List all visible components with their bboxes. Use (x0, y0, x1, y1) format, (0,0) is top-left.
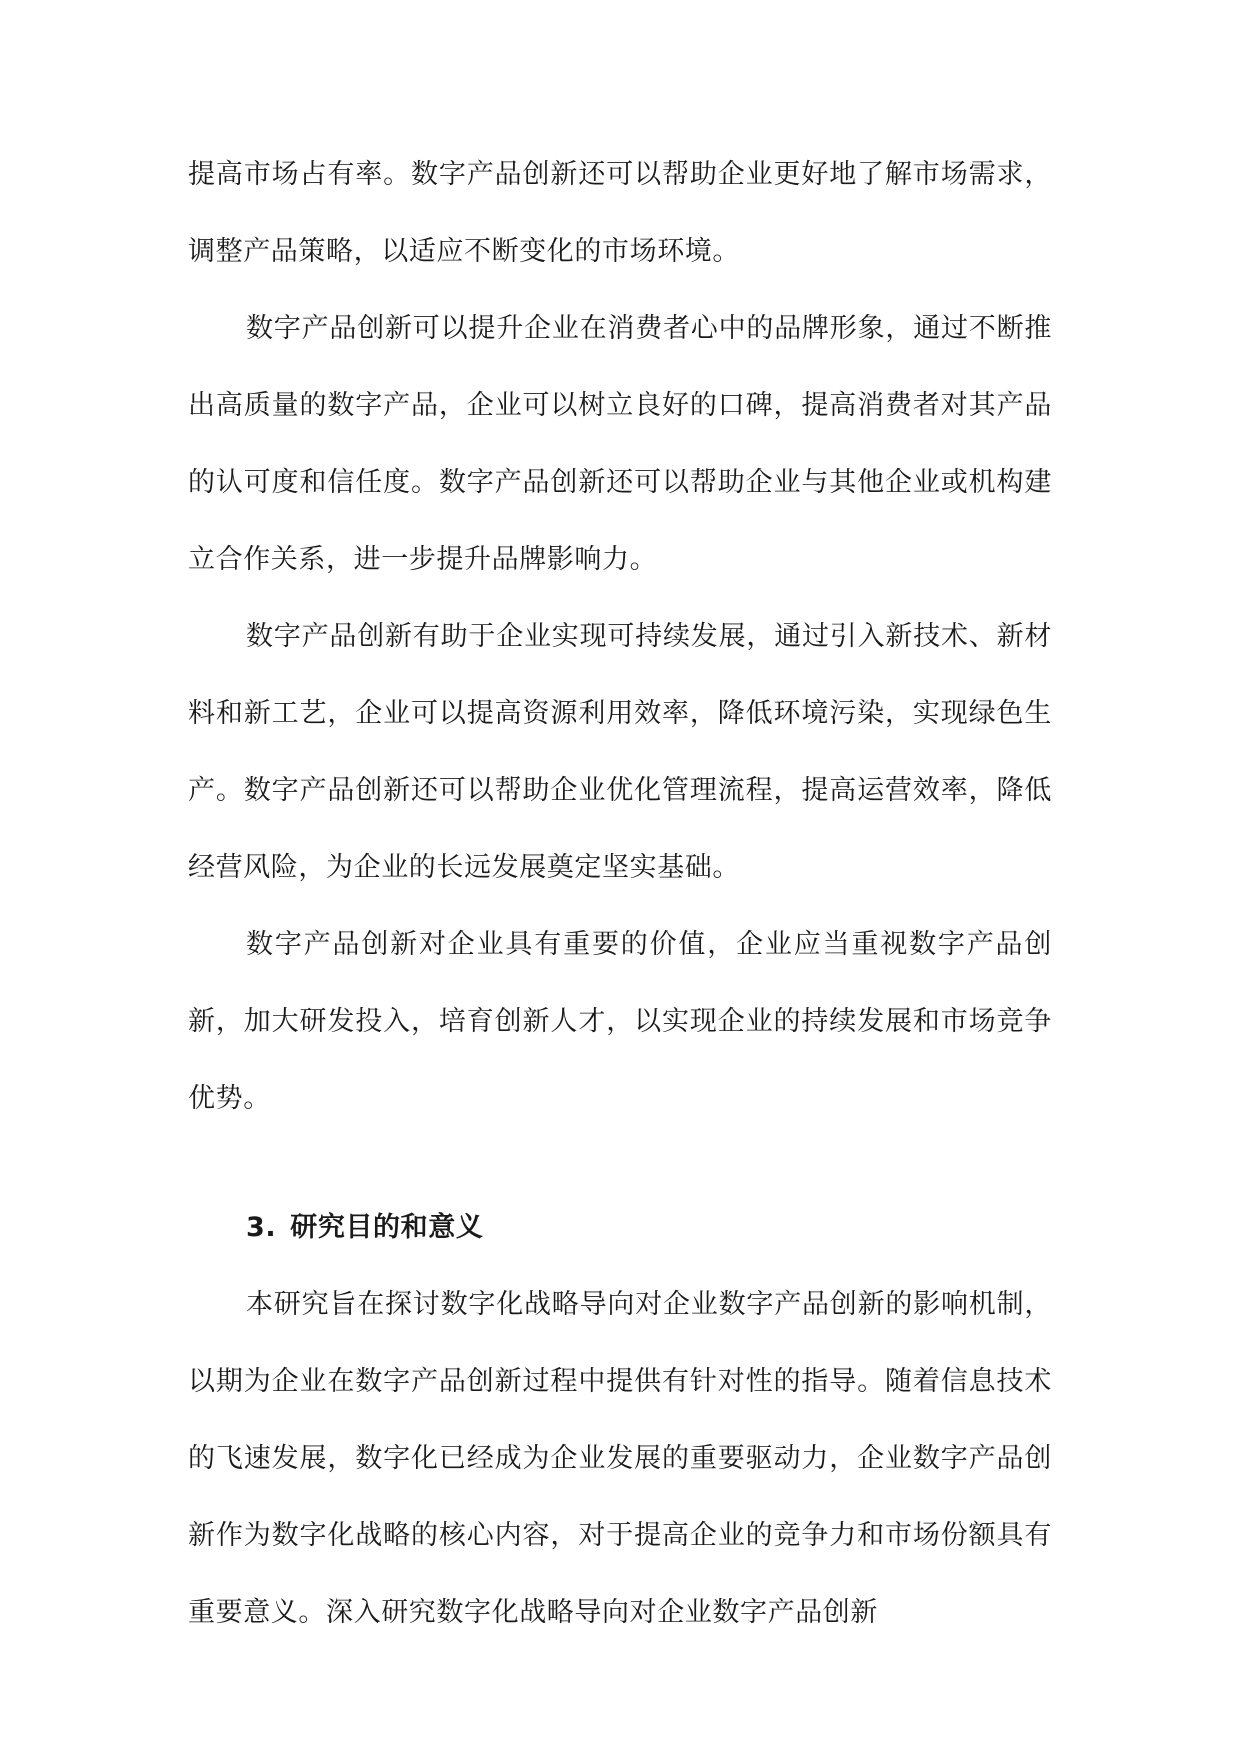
document-page (188, 136, 1052, 1651)
paragraph-innovation-value: 数字产品创新对企业具有重要的价值，企业应当重视数字产品创新，加大研发投入，培育创新人才，以实现企业的持续发展和市场竞争优势。 (188, 929, 1052, 1114)
paragraph-brand-image: 数字产品创新可以提升企业在消费者心中的品牌形象，通过不断推出高质量的数字产品，企业可以树立良好的口碑，提高消费者对其产品的认可度和信任度。数字产品创新还可以帮助企业与其他企业或机构建立合作关系，进一步提升品牌影响力。 (188, 313, 1052, 575)
paragraph-research-purpose: 本研究旨在探讨数字化战略导向对企业数字产品创新的影响机制，以期为企业在数字产品创新过程中提供有针对性的指导。随着信息技术的飞速发展，数字化已经成为企业发展的重要驱动力，企业数字产品创新作为数字化战略的核心内容，对于提高企业的竞争力和市场份额具有重要意义。深入研究数字化战略导向对企业数字产品创新 (188, 1289, 1052, 1628)
paragraph-market-share: 提高市场占有率。数字产品创新还可以帮助企业更好地了解市场需求，调整产品策略，以适应不断变化的市场环境。 (188, 159, 1052, 267)
section-number: 3. (246, 1212, 277, 1243)
paragraph-sustainable-development: 数字产品创新有助于企业实现可持续发展，通过引入新技术、新材料和新工艺，企业可以提高资源利用效率，降低环境污染，实现绿色生产。数字产品创新还可以帮助企业优化管理流程，提高运营效率，降低经营风险，为企业的长远发展奠定坚实基础。 (188, 621, 1052, 883)
section-title: 研究目的和意义 (290, 1212, 484, 1243)
section-heading (188, 1189, 1052, 1266)
